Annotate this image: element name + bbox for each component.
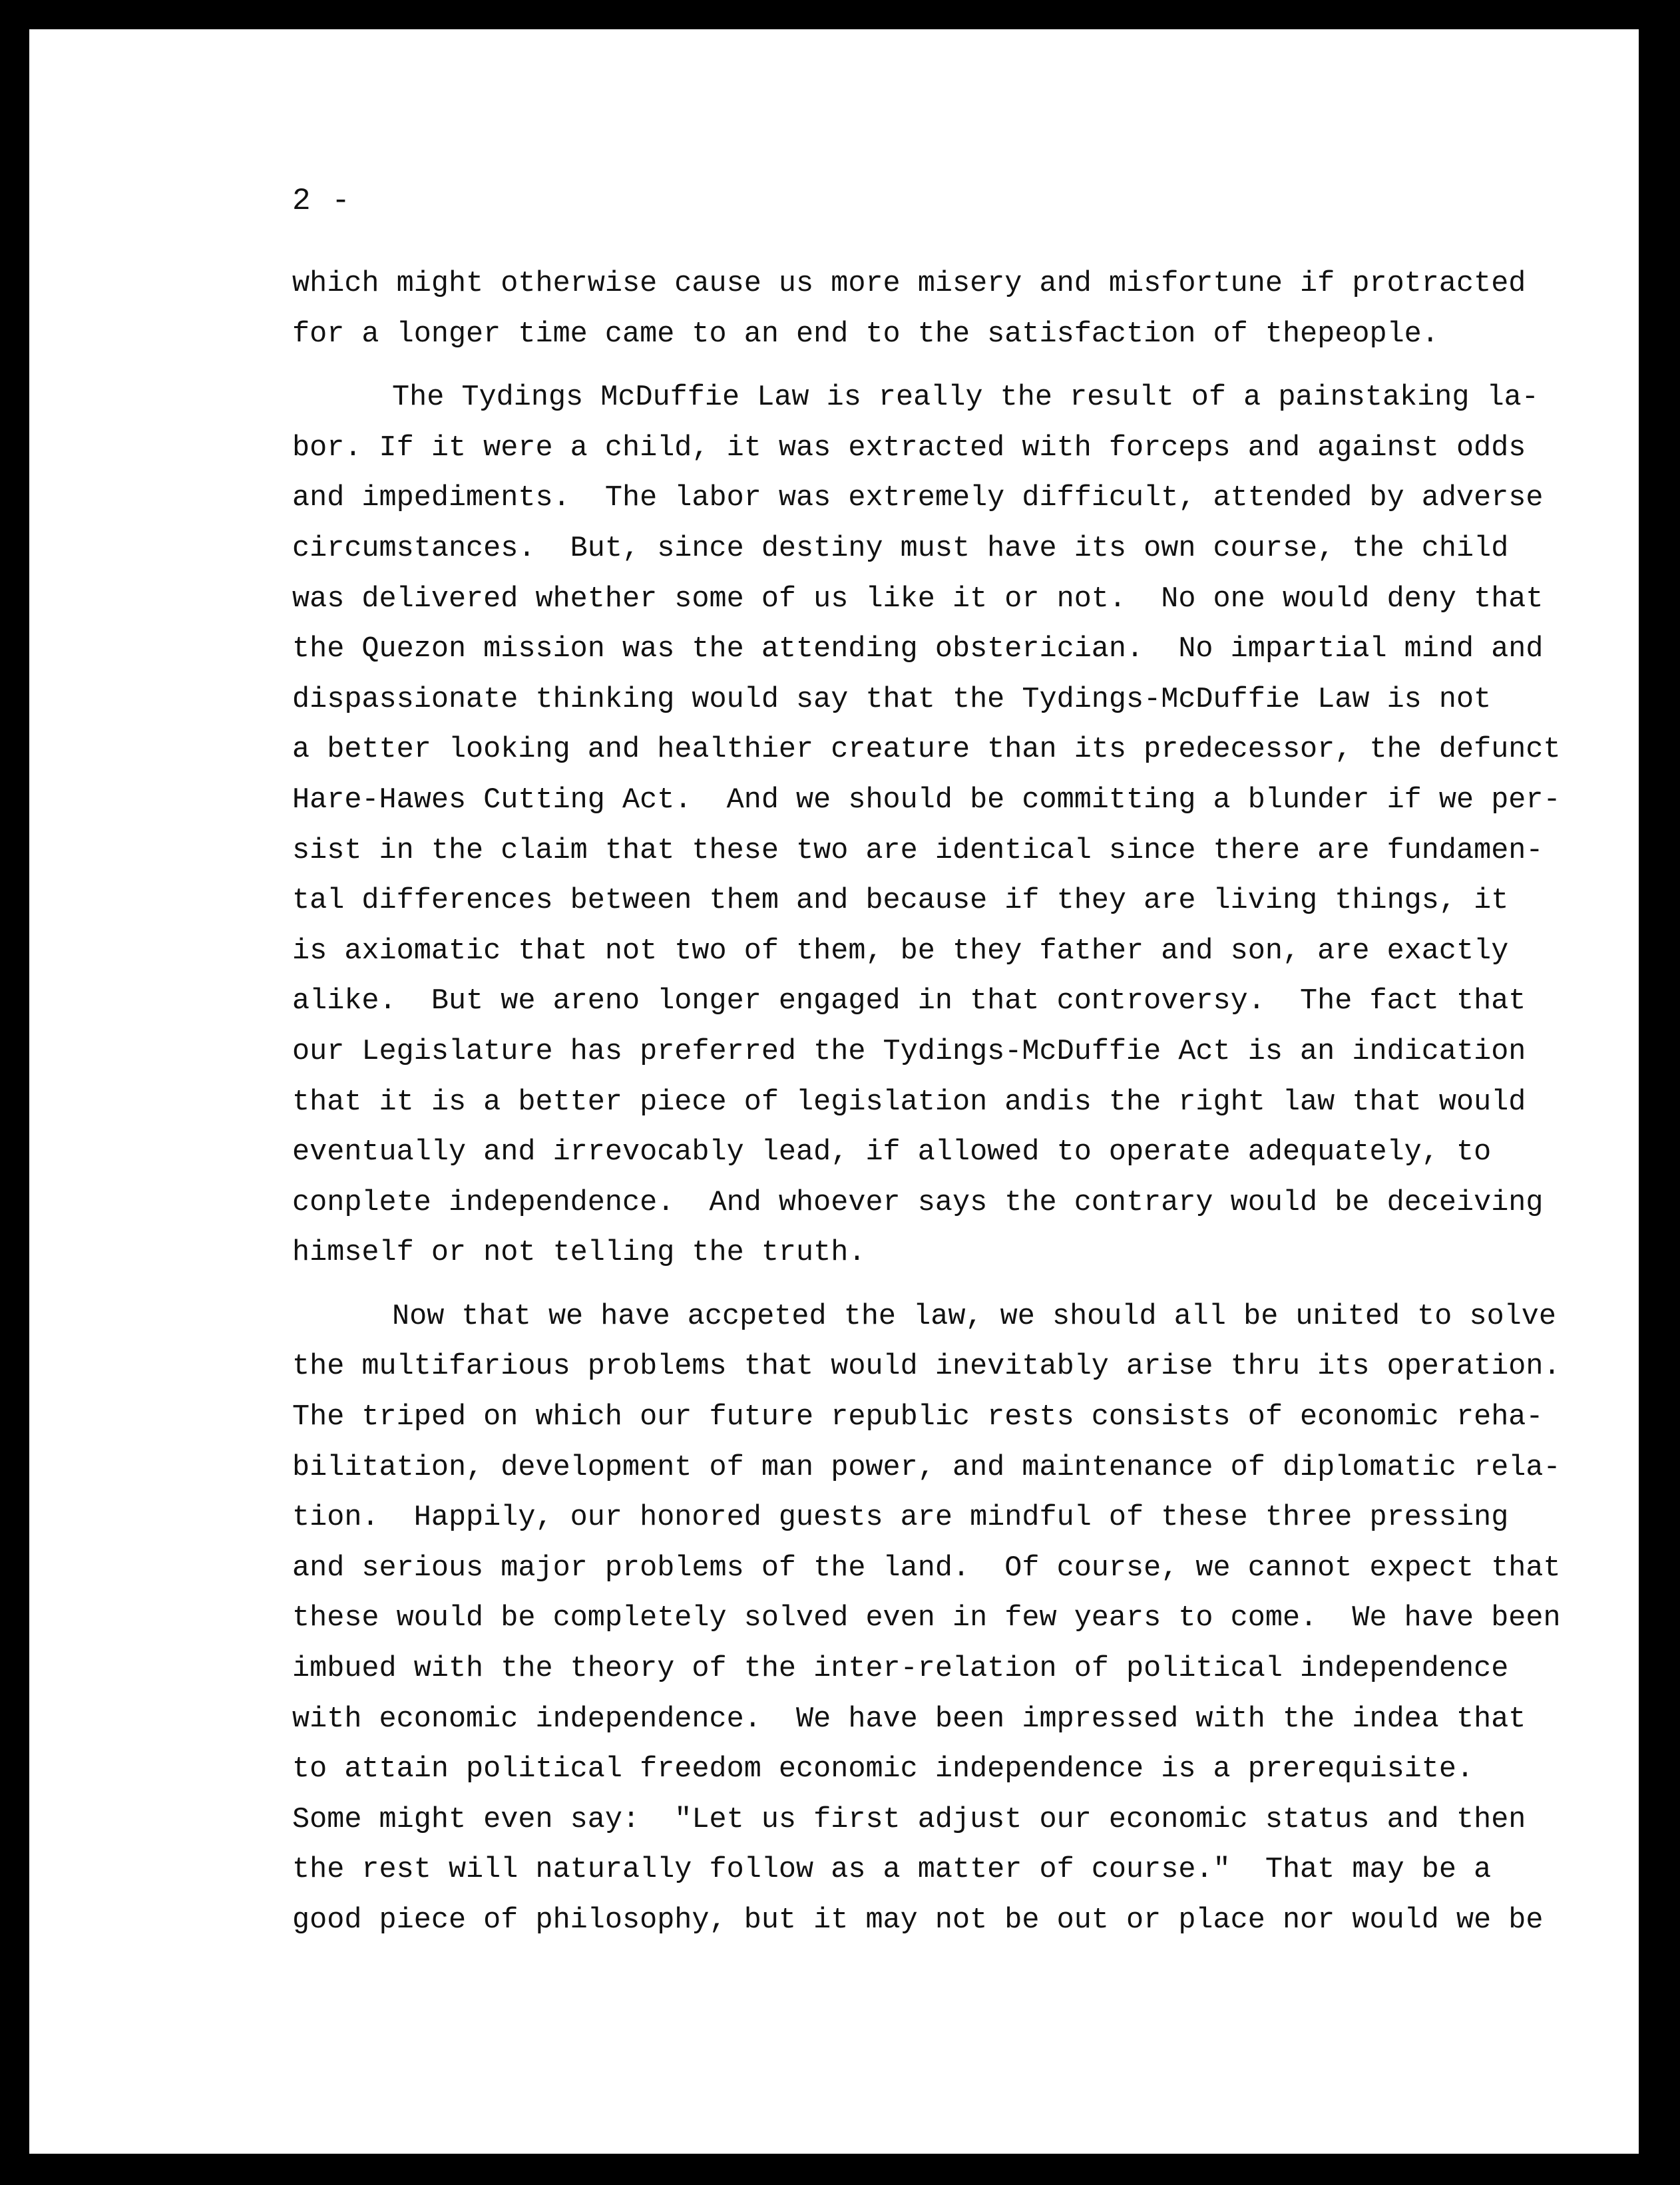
- text-line: himself or not telling the truth.: [292, 1237, 866, 1270]
- text-line: Some might even say: "Let us first adjust our economic status and then: [292, 1803, 1526, 1836]
- text-line: and serious major problems of the land. Of course, we cannot expect that: [292, 1551, 1561, 1585]
- paragraph-2: [292, 373, 1564, 1279]
- text-line: these would be completely solved even in few years to come. We have been: [292, 1602, 1561, 1635]
- text-line: circumstances. But, since destiny must have its own course, the child: [292, 532, 1509, 565]
- text-line: the rest will naturally follow as a matter of course." That may be a: [292, 1854, 1492, 1887]
- text-line: and impediments. The labor was extremely difficult, attended by adverse: [292, 482, 1544, 515]
- text-line: that it is a better piece of legislation andis the right law that would: [292, 1086, 1526, 1119]
- text-line: Hare-Hawes Cutting Act. And we should be committing a blunder if we per-: [292, 783, 1561, 817]
- text-line: tion. Happily, our honored guests are mindful of these three pressing: [292, 1501, 1509, 1535]
- text-line: with economic independence. We have been impressed with the indea that: [292, 1702, 1526, 1736]
- document-page: [29, 29, 1639, 2154]
- text-line: our Legislature has preferred the Tydings-McDuffie Act is an indication: [292, 1035, 1526, 1068]
- text-line: The triped on which our future republic rests consists of economic reha-: [292, 1401, 1544, 1434]
- text-line: imbued with the theory of the inter-relation of political independence: [292, 1653, 1509, 1686]
- paragraph-3: [292, 1292, 1564, 1946]
- document-body: [292, 259, 1564, 1946]
- paragraph-spacer: [292, 359, 1564, 373]
- text-line: sist in the claim that these two are identical since there are fundamen-: [292, 834, 1544, 867]
- text-line: bilitation, development of man power, and maintenance of diplomatic rela-: [292, 1451, 1561, 1484]
- text-line: eventually and irrevocably lead, if allowed to operate adequately, to: [292, 1136, 1492, 1169]
- text-line: to attain political freedom economic independence is a prerequisite.: [292, 1753, 1474, 1786]
- paragraph-1: [292, 259, 1564, 359]
- text-line: The Tydings McDuffie Law is really the result of a painstaking la-: [392, 381, 1539, 415]
- paragraph-spacer: [292, 1279, 1564, 1292]
- text-line: bor. If it were a child, it was extracted with forceps and against odds: [292, 431, 1526, 465]
- text-line: conplete independence. And whoever says the contrary would be deceiving: [292, 1186, 1544, 1219]
- text-line: the multifarious problems that would inevitably arise thru its operation.: [292, 1350, 1561, 1384]
- text-line: for a longer time came to an end to the satisfaction of thepeople.: [292, 317, 1439, 351]
- text-line: the Quezon mission was the attending obsterician. No impartial mind and: [292, 633, 1544, 666]
- text-line: a better looking and healthier creature than its predecessor, the defunct: [292, 733, 1561, 767]
- text-line: alike. But we areno longer engaged in that controversy. The fact that: [292, 985, 1526, 1018]
- text-line: dispassionate thinking would say that the Tydings-McDuffie Law is not: [292, 683, 1492, 716]
- text-line: is axiomatic that not two of them, be they father and son, are exactly: [292, 934, 1509, 968]
- text-line: Now that we have accpeted the law, we should all be united to solve: [392, 1300, 1556, 1333]
- text-line: was delivered whether some of us like it or not. No one would deny that: [292, 582, 1544, 616]
- text-line: which might otherwise cause us more misery and misfortune if protracted: [292, 268, 1526, 300]
- text-line: tal differences between them and because if they are living things, it: [292, 885, 1509, 918]
- text-line: good piece of philosophy, but it may not be out or place nor would we be: [292, 1904, 1544, 1937]
- page-number: 2 -: [292, 184, 351, 218]
